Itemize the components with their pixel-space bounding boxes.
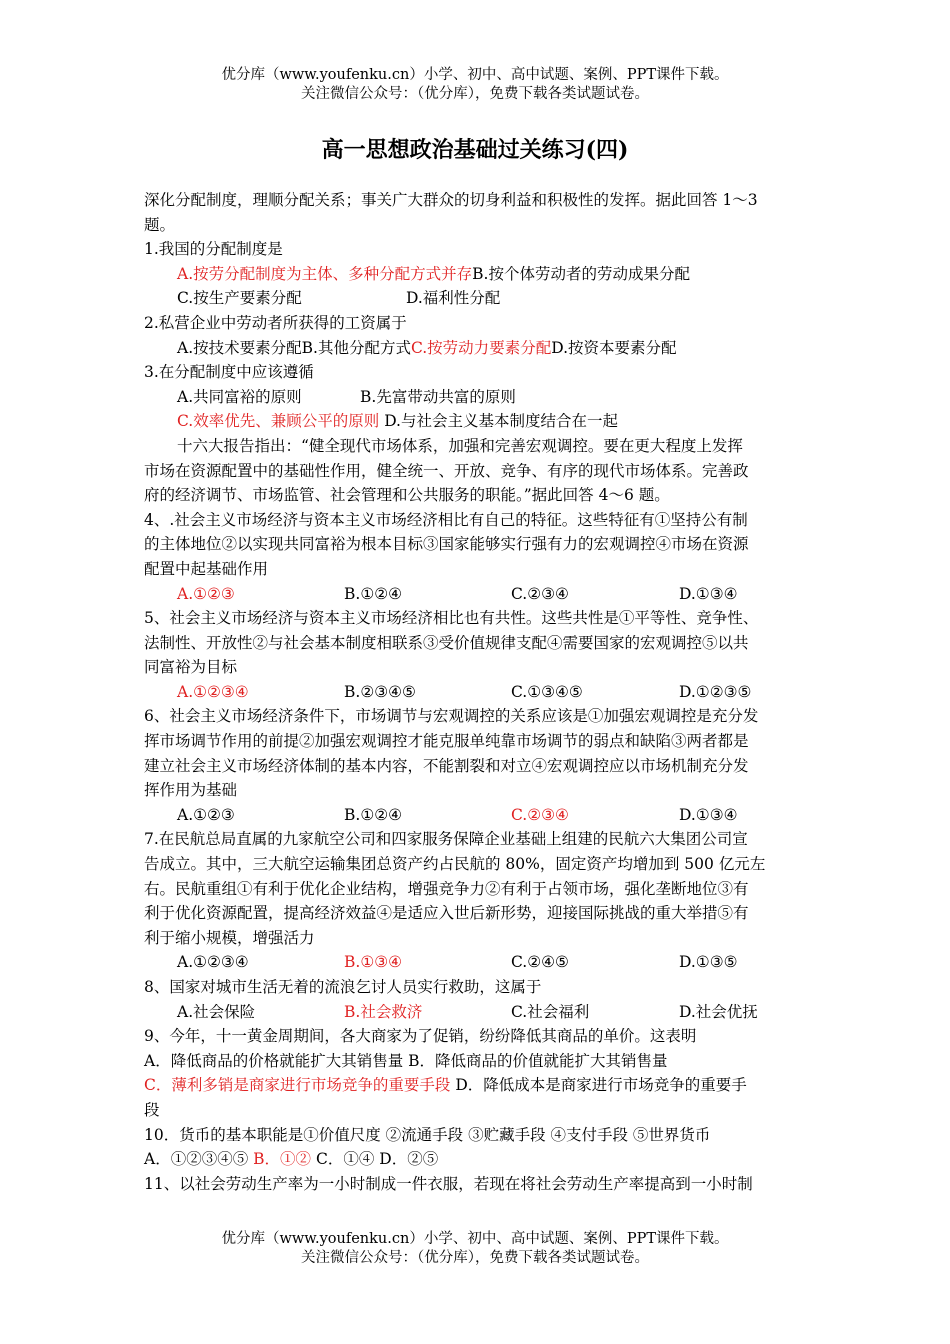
q6-option-b: B.①②④: [344, 805, 403, 824]
q10-stem: 10．货币的基本职能是①价值尺度 ②流通手段 ③贮藏手段 ④支付手段 ⑤世界货币: [144, 1125, 711, 1144]
q8-stem: 8、国家对城市生活无着的流浪乞讨人员实行救助，这属于: [144, 978, 542, 996]
q8-option-a: A.社会保险: [177, 1002, 256, 1021]
q8-option-c: C.社会福利: [511, 1002, 590, 1021]
q5-option-a: A.①②③④: [177, 682, 249, 701]
page-title: 高一思想政治基础过关练习(四): [321, 137, 629, 163]
q4-line-1: 4、.社会主义市场经济与资本主义市场经济相比有自己的特征。这些特征有①坚持公有制: [144, 510, 748, 529]
q2-option-a: A.按技术要素分配: [177, 338, 302, 357]
q6-line-1: 6、社会主义市场经济条件下，市场调节与宏观调控的关系应该是①加强宏观调控是充分发: [144, 707, 759, 726]
q9-option-c: C．薄利多销是商家进行市场竞争的重要手段: [144, 1076, 451, 1095]
q10-option-b: B．①②: [253, 1150, 312, 1169]
q5-line-3: 同富裕为目标: [144, 658, 238, 677]
q7-line-4: 利于优化资源配置，提高经济效益④是适应入世后新形势，迎接国际挑战的重大举措⑤有: [144, 904, 749, 923]
header-line-1: 优分库（www.youfenku.cn）小学、初中、高中试题、案例、PPT课件下载。: [221, 67, 729, 83]
q10-option-c: C．①④: [315, 1150, 375, 1169]
q1-options-row-2: [144, 286, 808, 311]
q1-stem: 1.我国的分配制度是: [144, 240, 283, 259]
q10-options: [144, 1147, 808, 1172]
q8-option-d: D.社会优抚: [679, 1002, 758, 1021]
q5-options: [144, 680, 808, 705]
q4-options: [144, 582, 808, 607]
q9-stem: 9、今年，十一黄金周期间，各大商家为了促销，纷纷降低其商品的单价。这表明: [144, 1027, 697, 1046]
q4-option-a: A.①②③: [177, 584, 235, 603]
q3-stem: 3.在分配制度中应该遵循: [144, 363, 314, 382]
q1-option-c: C.按生产要素分配: [177, 289, 302, 308]
footer-line-1: 优分库（www.youfenku.cn）小学、初中、高中试题、案例、PPT课件下载。: [221, 1231, 729, 1247]
q8-options: [144, 1000, 808, 1025]
q7-line-3: 右。民航重组①有利于优化企业结构，增强竞争力②有利于占领市场，强化垄断地位③有: [144, 879, 749, 898]
q2-stem: 2.私营企业中劳动者所获得的工资属于: [144, 313, 407, 332]
q6-option-d: D.①③④: [679, 805, 738, 824]
q3-options-row-2: [144, 409, 808, 434]
q2-option-c: C.按劳动力要素分配: [410, 338, 552, 357]
q1-options-row-1: [144, 262, 808, 287]
q9-options-row-2: [144, 1073, 808, 1098]
q7-option-b: B.①③④: [344, 953, 403, 972]
q4-option-d: D.①③④: [679, 584, 738, 603]
q7-option-d: D.①③⑤: [679, 953, 738, 972]
q9-option-d-continued: 段: [144, 1100, 160, 1119]
q6-option-a: A.①②③: [177, 805, 235, 824]
q3-option-b: B.先富带动共富的原则: [360, 387, 516, 406]
q4-line-2: 的主体地位②以实现共同富裕为根本目标③国家能够实行强有力的宏观调控④市场在资源: [144, 535, 749, 554]
q10-option-d: D．②⑤: [379, 1150, 439, 1169]
intro-1-line-1: 深化分配制度，理顺分配关系；事关广大群众的切身利益和积极性的发挥。据此回答 1～3: [144, 191, 758, 209]
q7-option-a: A.①②③④: [177, 953, 249, 972]
q4-line-3: 配置中起基础作用: [144, 559, 269, 578]
q6-line-3: 建立社会主义市场经济体制的基本内容，不能割裂和对立④宏观调控应以市场机制充分发: [144, 756, 749, 775]
q9-option-a: A．降低商品的价格就能扩大其销售量: [144, 1051, 404, 1070]
header-line-2: 关注微信公众号：（优分库），免费下载各类试题试卷。: [301, 86, 649, 102]
intro-2-line-3: 府的经济调节、市场监管、社会管理和公共服务的职能。”据此回答 4～6 题。: [144, 486, 670, 505]
q5-option-b: B.②③④⑤: [344, 682, 416, 701]
q9-options-row-1: [144, 1049, 808, 1074]
q4-option-b: B.①②④: [344, 584, 403, 603]
document-body: [144, 188, 808, 1196]
q6-option-c: C.②③④: [511, 805, 569, 824]
page-header: [0, 66, 950, 104]
q6-line-2: 挥市场调节作用的前提②加强宏观调控才能克服单纯靠市场调节的弱点和缺陷③两者都是: [144, 732, 749, 751]
q8-option-b: B.社会救济: [344, 1002, 423, 1021]
intro-2-line-2: 市场在资源配置中的基础性作用，健全统一、开放、竞争、有序的现代市场体系。完善政: [144, 461, 749, 480]
q5-line-2: 法制性、开放性②与社会基本制度相联系③受价值规律支配④需要国家的宏观调控⑤以共: [144, 633, 749, 652]
q1-option-a: A.按劳分配制度为主体、多种分配方式并存: [177, 264, 473, 283]
q10-option-a: A．①②③④⑤: [144, 1150, 249, 1169]
q1-option-b: B.按个体劳动者的劳动成果分配: [472, 264, 690, 283]
q7-option-c: C.②④⑤: [511, 953, 569, 972]
q1-option-d: D.福利性分配: [406, 289, 501, 308]
q3-option-a: A.共同富裕的原则: [177, 387, 302, 406]
q6-line-4: 挥作用为基础: [144, 781, 238, 800]
q7-line-1: 7.在民航总局直属的九家航空公司和四家服务保障企业基础上组建的民航六大集团公司宣: [144, 830, 748, 849]
footer-line-2: 关注微信公众号：（优分库），免费下载各类试题试卷。: [301, 1250, 649, 1266]
q4-option-c: C.②③④: [511, 584, 569, 603]
intro-2-line-1: 十六大报告指出：“健全现代市场体系，加强和完善宏观调控。要在更大程度上发挥: [177, 436, 743, 455]
q3-option-c: C.效率优先、兼顾公平的原则: [177, 412, 380, 431]
q7-line-5: 利于缩小规模，增强活力: [144, 928, 315, 947]
q5-option-d: D.①②③⑤: [679, 682, 752, 701]
intro-1-line-2: 题。: [144, 215, 176, 234]
q7-options: [144, 950, 808, 975]
q2-options: [144, 336, 808, 361]
q3-options-row-1: [144, 385, 808, 410]
page-footer: [0, 1230, 950, 1268]
q11-line-1: 11、以社会劳动生产率为一小时制成一件衣服，若现在将社会劳动生产率提高到一小时制: [144, 1174, 753, 1193]
q3-option-d: D.与社会主义基本制度结合在一起: [384, 412, 618, 431]
q9-option-b: B．降低商品的价值就能扩大其销售量: [408, 1051, 668, 1070]
q9-option-d: D．降低成本是商家进行市场竞争的重要手: [455, 1076, 747, 1095]
q5-option-c: C.①③④⑤: [511, 682, 583, 701]
q5-line-1: 5、社会主义市场经济与资本主义市场经济相比也有共性。这些共性是①平等性、竞争性、: [144, 609, 759, 628]
q7-line-2: 告成立。其中，三大航空运输集团总资产约占民航的 80%，固定资产均增加到 500 亿元左: [144, 855, 766, 874]
q6-options: [144, 803, 808, 828]
q2-option-d: D.按资本要素分配: [551, 338, 677, 357]
q2-option-b: B.其他分配方式: [301, 338, 411, 357]
